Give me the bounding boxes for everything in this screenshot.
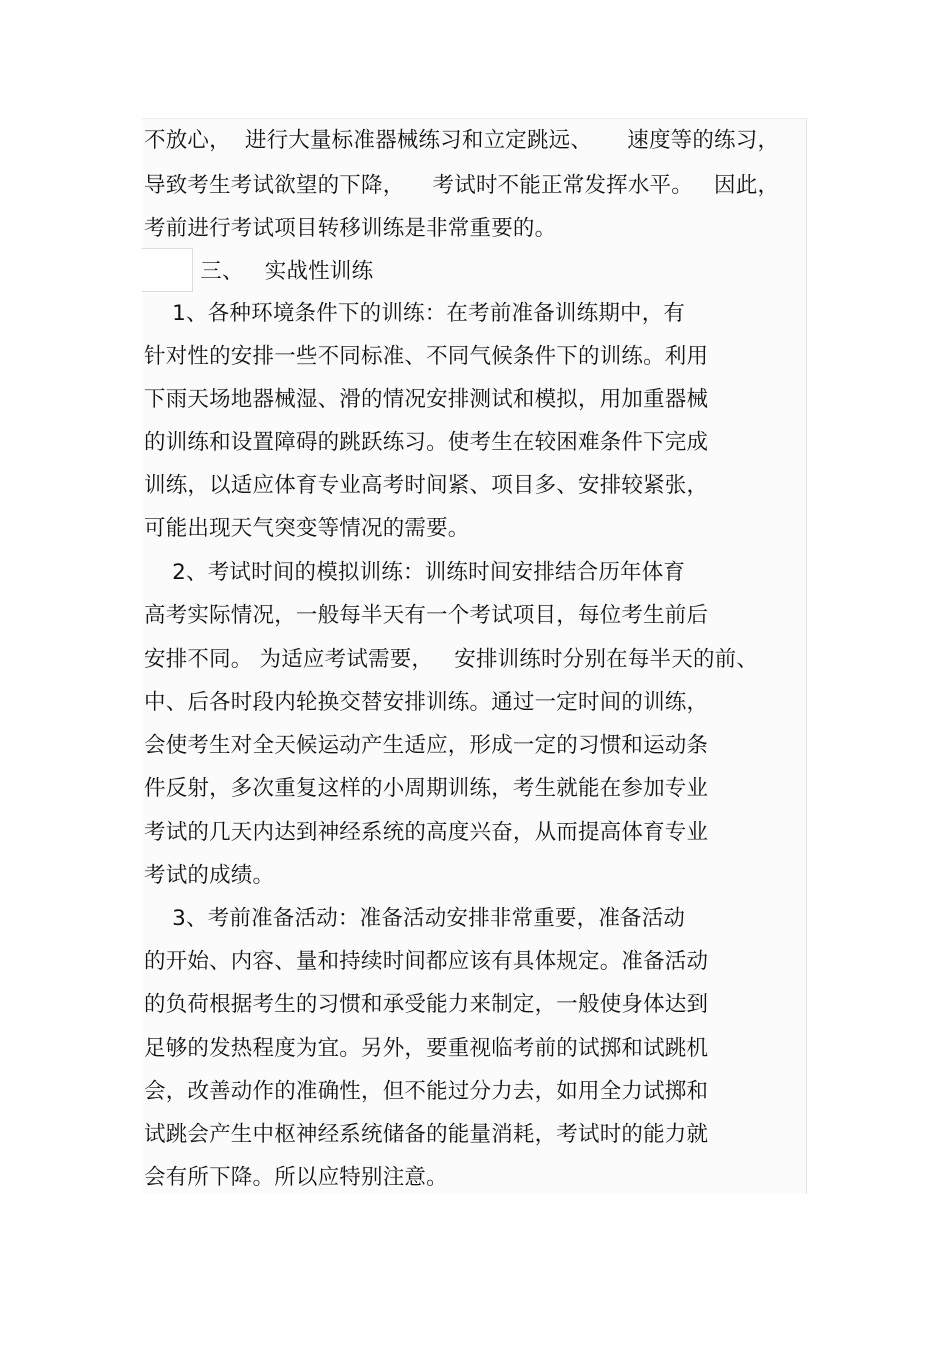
text-line: 3、考前准备活动：准备活动安排非常重要，准备活动 — [144, 906, 686, 931]
section-heading: 三、 实战性训练 — [144, 259, 374, 284]
text-line: 中、后各时段内轮换交替安排训练。通过一定时间的训练， — [144, 690, 709, 715]
text-line: 件反射，多次重复这样的小周期训练，考生就能在参加专业 — [144, 776, 709, 801]
text-line: 不放心， 进行大量标准器械练习和立定跳远、 速度等的练习， — [144, 128, 780, 153]
text-line: 针对性的安排一些不同标准、不同气候条件下的训练。利用 — [144, 344, 709, 369]
text-line: 的负荷根据考生的习惯和承受能力来制定，一般使身体达到 — [144, 992, 709, 1017]
text-line: 的训练和设置障碍的跳跃练习。使考生在较困难条件下完成 — [144, 430, 709, 455]
text-line: 高考实际情况，一般每半天有一个考试项目，每位考生前后 — [144, 603, 709, 628]
text-line: 考试的几天内达到神经系统的高度兴奋，从而提高体育专业 — [144, 820, 709, 845]
text-line: 2、考试时间的模拟训练：训练时间安排结合历年体育 — [144, 560, 686, 585]
text-line: 1、各种环境条件下的训练：在考前准备训练期中，有 — [144, 301, 686, 326]
text-line: 导致考生考试欲望的下降， 考试时不能正常发挥水平。 因此， — [144, 173, 780, 198]
text-line: 的开始、内容、量和持续时间都应该有具体规定。准备活动 — [144, 949, 709, 974]
text-line: 训练，以适应体育专业高考时间紧、项目多、安排较紧张， — [144, 473, 709, 498]
text-line: 下雨天场地器械湿、滑的情况安排测试和模拟，用加重器械 — [144, 387, 709, 412]
text-line: 会，改善动作的准确性，但不能过分力去，如用全力试掷和 — [144, 1079, 709, 1104]
text-line: 试跳会产生中枢神经系统储备的能量消耗，考试时的能力就 — [144, 1122, 709, 1147]
text-line: 可能出现天气突变等情况的需要。 — [144, 516, 470, 541]
text-line: 足够的发热程度为宜。另外，要重视临考前的试掷和试跳机 — [144, 1036, 709, 1061]
text-line: 考试的成绩。 — [144, 863, 275, 888]
text-line: 会使考生对全天候运动产生适应，形成一定的习惯和运动条 — [144, 733, 709, 758]
text-line: 会有所下降。所以应特别注意。 — [144, 1165, 448, 1190]
text-line: 安排不同。 为适应考试需要， 安排训练时分别在每半天的前、 — [144, 647, 759, 672]
text-line: 考前进行考试项目转移训练是非常重要的。 — [144, 216, 557, 241]
